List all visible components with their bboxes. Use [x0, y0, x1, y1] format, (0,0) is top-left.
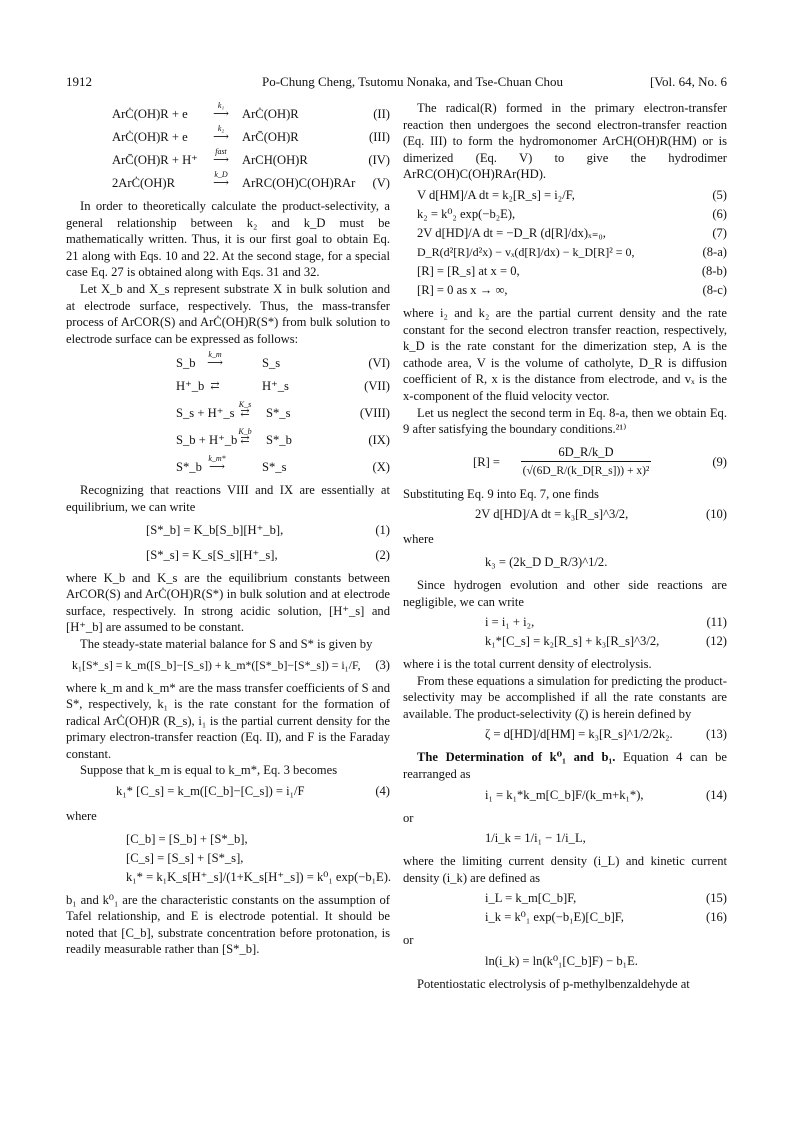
reaction-III: ArĊ(OH)R + e ⟶ k₂ ArC̄(OH)R (III): [112, 124, 390, 144]
equation-4: k₁* [C_s] = k_m([C_b]−[C_s]) = i₁/F (4): [116, 784, 390, 799]
equation-11: i = i₁ + i₂, (11): [485, 615, 727, 630]
reaction-X: S*_b ⟶ k_m* S*_s (X): [176, 454, 390, 475]
reaction-scheme-1: [66, 101, 390, 194]
running-header-volume: [Vol. 64, No. 6: [649, 74, 727, 89]
equation-1: [S*_b] = K_b[S_b][H⁺_b], (1): [146, 522, 390, 537]
left-column: [66, 100, 390, 958]
reaction-VI: S_b ⟶ k_m S_s (VI): [176, 350, 390, 371]
or-label: or: [403, 810, 414, 825]
reaction-IV: ArC̄(OH)R + H⁺ ⟶ fast ArCH(OH)R (IV): [112, 147, 390, 167]
paragraph: Substituting Eq. 9 into Eq. 7, one finds: [403, 486, 599, 501]
equation-14b: 1/i_k = 1/i₁ − 1/i_L,: [485, 831, 586, 846]
definition-cs: [C_s] = [S_s] + [S*_s],: [126, 850, 244, 865]
paragraph: The Determination of k⁰₁ and b₁. Equation 4 can be rearranged as: [403, 750, 727, 782]
equation-8b: [R] = [R_s] at x = 0, (8-b): [417, 263, 727, 278]
equation-12: k₁*[C_s] = k₂[R_s] + k₃[R_s]^3/2, (12): [485, 634, 727, 649]
equation-13: ζ = d[HD]/d[HM] = k₃[R_s]^1/2/2k₂. (13): [485, 727, 727, 742]
right-column: [403, 100, 727, 993]
equation-14: i₁ = k₁*k_m[C_b]F/(k_m+k₁*), (14): [485, 787, 727, 802]
equation-7: 2V d[HD]/A dt = −D_R (d[R]/dx)ₓ₌₀, (7): [417, 225, 727, 240]
definition-k3: k₃ = (2k_D D_R/3)^1/2.: [485, 554, 608, 569]
reaction-VII: H⁺_b ⇄ H⁺_s (VII): [176, 379, 390, 394]
paragraph: From these equations a simulation for predicting the product-selectivity may be accomplished if all the rate constants are available. The product-selectivity (ζ) is herein defined by: [403, 673, 727, 721]
definition-cb: [C_b] = [S_b] + [S*_b],: [126, 831, 248, 846]
paragraph: The radical(R) formed in the primary electron-transfer reaction then undergoes the second electron-transfer reaction (Eq. III) to form the hydromonomer ArCH(OH)R(HM) or is dimerized (Eq. V) to give the hydrodimer ArRC(OH)C(OH)RAr(HD).: [403, 101, 727, 182]
section-heading: The Determination of k⁰₁ and b₁.: [417, 750, 616, 765]
paragraph: The steady-state material balance for S and S* is given by: [80, 636, 373, 651]
or-label: or: [403, 933, 414, 948]
definition-k1star: k₁* = k₁K_s[H⁺_s]/(1+K_s[H⁺_s]) = k⁰₁ exp(−b₁E).: [126, 869, 392, 884]
reaction-IX: S_b + H⁺_b ⇄ K_b S*_b (IX): [176, 427, 390, 448]
equation-16b: ln(i_k) = ln(k⁰₁[C_b]F) − b₁E.: [485, 954, 638, 969]
paragraph: where K_b and K_s are the equilibrium constants between ArCOR(S) and ArĊ(OH)R(S*) in bulk solution and at electrode surface, respectively. In strong acidic solution, [H⁺_s] and [H⁺_b] are assumed to be constant.: [66, 570, 390, 635]
equation-3: k₁[S*_s] = k_m([S_b]−[S_s]) + k_m*([S*_b]−[S*_s]) = i₁/F, (3): [72, 657, 390, 672]
paragraph: Let us neglect the second term in Eq. 8-a, then we obtain Eq. 9 after satisfying the boundary conditions.²¹⁾: [403, 405, 727, 437]
paragraph: Since hydrogen evolution and other side reactions are negligible, we can write: [403, 577, 727, 609]
equation-5: V d[HM]/A dt = k₂[R_s] = i₂/F, (5): [417, 187, 727, 202]
reaction-scheme-2: [66, 350, 390, 478]
paragraph: Let X_b and X_s represent substrate X in bulk solution and at electrode surface, respectively. Thus, the mass-transfer process of ArCOR(S) and ArĊ(OH)R(S*) from bulk solution to electrode surface can be expressed as follows:: [66, 281, 390, 346]
where-label: where: [66, 809, 97, 824]
paragraph: Recognizing that reactions VIII and IX are essentially at equilibrium, we can write: [66, 483, 390, 514]
paragraph: where i is the total current density of electrolysis.: [403, 657, 652, 672]
reaction-V: 2ArĊ(OH)R ⟶ k_D ArRC(OH)C(OH)RAr (V): [112, 170, 390, 190]
running-header-authors: Po-Chung Cheng, Tsutomu Nonaka, and Tse-Chuan Chou: [262, 74, 564, 89]
paragraph: where i₂ and k₂ are the partial current density and the rate constant for the second electron transfer reaction, respectively, k_D is the rate constant for the dimerization step, A is the cathode area, V is the volume of catholyte, D_R is diffusion coefficient of R, x is the distance from electrode, and vₓ is the x-component of the fluid velocity vector.: [403, 305, 727, 403]
equation-9: [R] = 6D_R/k_D (√(6D_R/(k_D[R_s])) + x)² (9): [473, 444, 727, 477]
equation-16: i_k = k⁰₁ exp(−b₁E)[C_b]F, (16): [485, 910, 727, 925]
equation-8c: [R] = 0 as x → ∞, (8-c): [417, 282, 727, 297]
page-number: 1912: [66, 74, 92, 89]
paragraph: Potentiostatic electrolysis of p-methylbenzaldehyde at: [417, 977, 690, 992]
reaction-II: ArĊ(OH)R + e ⟶ k₁ ArĊ(OH)R (II): [112, 101, 390, 121]
equation-6: k₂ = k⁰₂ exp(−b₂E), (6): [417, 206, 727, 221]
paragraph: Suppose that k_m is equal to k_m*, Eq. 3 becomes: [80, 763, 338, 778]
paragraph: In order to theoretically calculate the product-selectivity, a general relationship between k₂ and k_D must be mathematically written. Thus, it is our first goal to obtain Eq. 21 along with Eqs. 10 and 22. At the second stage, for a special case Eq. 27 is obtained along with Eqs. 31 and 32.: [66, 199, 390, 280]
equation-15: i_L = k_m[C_b]F, (15): [485, 891, 727, 906]
paragraph: b₁ and k⁰₁ are the characteristic constants on the assumption of Tafel relationship, and E is electrode potential. It should be noted that [C_b], substrate concentration before protonation, is readily measurable rather than [S*_b].: [66, 892, 390, 957]
paragraph: where k_m and k_m* are the mass transfer coefficients of S and S*, respectively, k₁ is the rate constant for the formation of radical ArĊ(OH)R (R_s), i₁ is the partial current density for the primary electron-transfer reaction (Eq. II), and F is the Faraday constant.: [66, 680, 390, 761]
reaction-VIII: S_s + H⁺_s ⇄ K_s S*_s (VIII): [176, 400, 390, 421]
equation-10: 2V d[HD]/A dt = k₃[R_s]^3/2, (10): [475, 507, 727, 522]
equation-2: [S*_s] = K_s[S_s][H⁺_s], (2): [146, 547, 390, 562]
paragraph: where the limiting current density (i_L) and kinetic current density (i_k) are defined as: [403, 854, 727, 885]
where-label: where: [403, 532, 434, 547]
equation-8a: D_R(d²[R]/d²x) − vₓ(d[R]/dx) − k_D[R]² = 0, (8-a): [417, 244, 727, 259]
